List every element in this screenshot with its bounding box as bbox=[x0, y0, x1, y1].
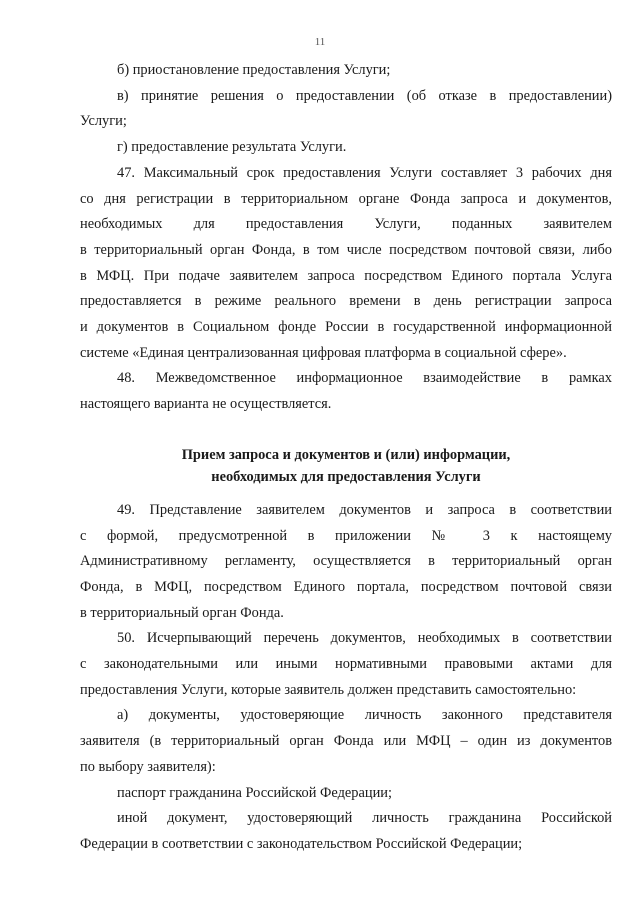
section-heading bbox=[80, 444, 612, 488]
paragraph-other bbox=[80, 806, 612, 857]
paragraph-p47 bbox=[80, 161, 612, 367]
paragraph-line: 48. Межведомственное информационное взаимодействие в рамках bbox=[117, 370, 612, 387]
section-heading-line-1: Прием запроса и документов и (или) информации, bbox=[181, 446, 511, 463]
paragraph-line: предоставления Услуги, которые заявитель должен представить самостоятельно: bbox=[80, 681, 577, 698]
paragraph-v bbox=[80, 84, 612, 135]
section-heading-line-2: необходимых для предоставления Услуги bbox=[211, 468, 481, 485]
paragraph-line: по выбору заявителя): bbox=[80, 758, 216, 775]
paragraph-line: системе «Единая централизованная цифровая платформа в социальной сфере». bbox=[80, 344, 567, 361]
paragraph-line: а) документы, удостоверяющие личность законного представителя bbox=[117, 707, 612, 724]
paragraph-line: г) предоставление результата Услуги. bbox=[117, 139, 347, 156]
paragraph-line: в территориальный орган Фонда, в том числе посредством почтовой связи, либо bbox=[80, 241, 612, 258]
paragraph-line: б) приостановление предоставления Услуги; bbox=[117, 62, 391, 78]
paragraph-p49 bbox=[80, 498, 612, 627]
paragraph-line: и документов в Социальном фонде России в государственной информационной bbox=[80, 319, 612, 336]
paragraph-line: в МФЦ. При подаче заявителем запроса посредством Единого портала Услуга bbox=[80, 267, 612, 284]
paragraph-line: необходимых для предоставления Услуги, поданных заявителем bbox=[80, 216, 612, 233]
paragraph-line: паспорт гражданина Российской Федерации; bbox=[117, 784, 392, 801]
page-number: 11 bbox=[314, 36, 326, 48]
paragraph-line: заявителя (в территориальный орган Фонда или МФЦ – один из документов bbox=[80, 733, 612, 750]
paragraph-line: со дня регистрации в территориальном органе Фонда запроса и документов, bbox=[80, 190, 612, 207]
paragraph-passport bbox=[80, 781, 612, 807]
paragraph-p48 bbox=[80, 366, 612, 417]
paragraph-line: 49. Представление заявителем документов и запроса в соответствии bbox=[117, 501, 612, 518]
paragraph-line: Административному регламенту, осуществляется в территориальный орган bbox=[80, 553, 612, 570]
paragraph-line: с формой, предусмотренной в приложении № 3 к настоящему bbox=[80, 527, 612, 544]
paragraph-line: 50. Исчерпывающий перечень документов, необходимых в соответствии bbox=[117, 630, 612, 647]
document-body bbox=[80, 58, 612, 858]
paragraph-line: в территориальный орган Фонда. bbox=[80, 604, 284, 621]
paragraph-line: Федерации в соответствии с законодательством Российской Федерации; bbox=[80, 835, 523, 852]
paragraph-line: настоящего варианта не осуществляется. bbox=[80, 396, 332, 413]
bottom-paragraphs bbox=[80, 498, 612, 858]
paragraph-line: иной документ, удостоверяющий личность гражданина Российской bbox=[117, 810, 612, 827]
paragraph-line: Услуги; bbox=[80, 113, 127, 130]
paragraph-g bbox=[80, 135, 612, 161]
paragraph-b bbox=[80, 58, 612, 84]
paragraph-line: с законодательными или иными нормативными правовыми актами для bbox=[80, 656, 612, 673]
paragraph-p50 bbox=[80, 626, 612, 703]
paragraph-a bbox=[80, 703, 612, 780]
paragraph-line: 47. Максимальный срок предоставления Услуги составляет 3 рабочих дня bbox=[117, 164, 612, 181]
paragraph-line: предоставляется в режиме реального времени в день регистрации запроса bbox=[80, 293, 612, 310]
paragraph-line: Фонда, в МФЦ, посредством Единого портала, посредством почтовой связи bbox=[80, 578, 612, 595]
paragraph-line: в) принятие решения о предоставлении (об отказе в предоставлении) bbox=[117, 87, 612, 104]
top-paragraphs bbox=[80, 58, 612, 418]
